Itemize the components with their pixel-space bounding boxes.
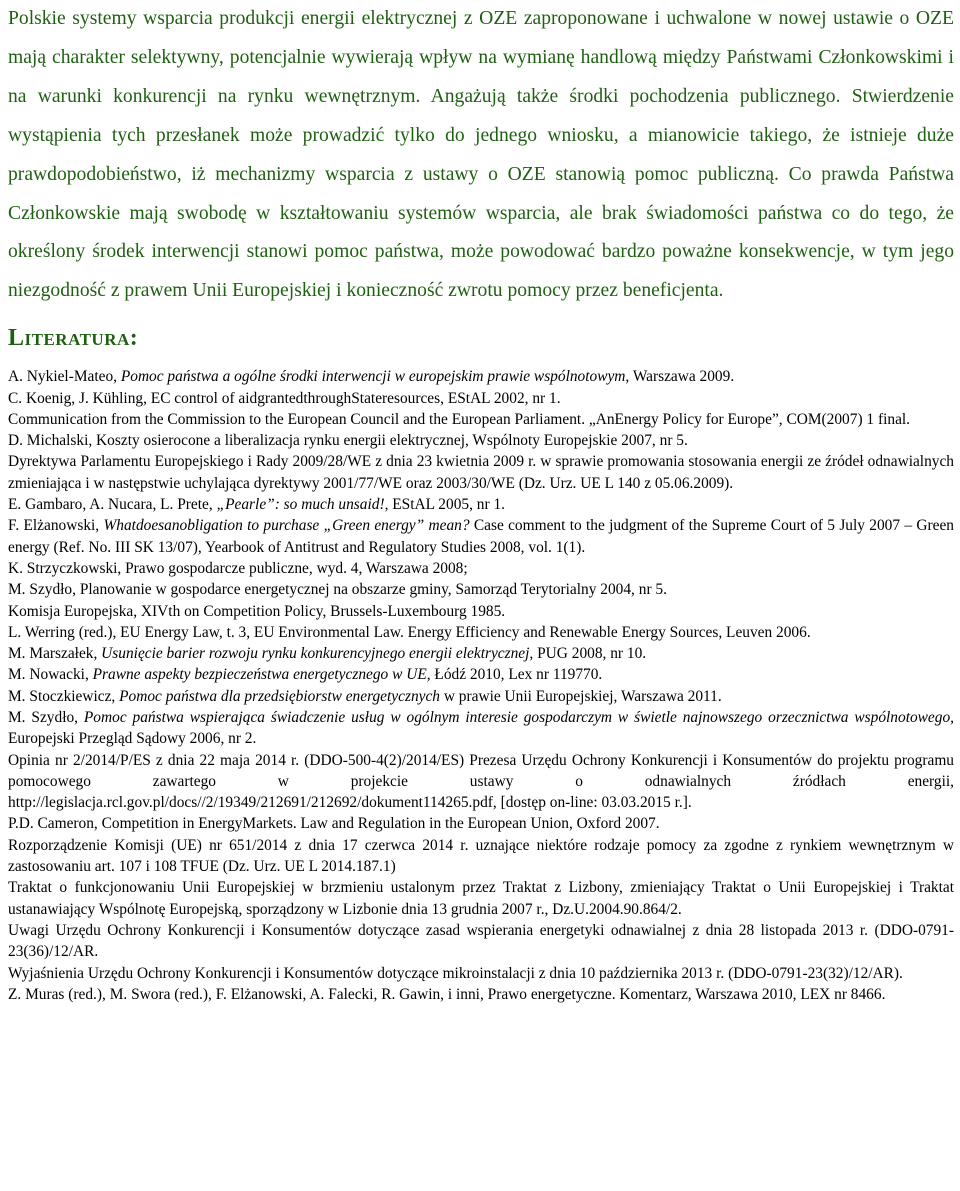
- reference-item: [8, 558, 954, 579]
- reference-pre-text: Uwagi Urzędu Ochrony Konkurencji i Konsumentów dotyczące zasad wspierania energetyki odnawialnej z dnia 28 listopada 2013 r. (DDO-0791-23(36)/12/AR.: [8, 921, 954, 961]
- reference-item: [8, 430, 954, 451]
- reference-post-text: Europejski Przegląd Sądowy 2006, nr 2.: [8, 730, 257, 748]
- reference-item: [8, 686, 954, 707]
- reference-pre-text: Rozporządzenie Komisji (UE) nr 651/2014 z dnia 17 czerwca 2014 r. uznające niektóre rodzaje pomocy za zgodne z rynkiem wewnętrznym w zastosowaniu art. 107 i 108 TFUE (Dz. Urz. UE L 2014.187.1): [8, 836, 954, 876]
- references-list: [8, 366, 954, 1005]
- reference-pre-text: M. Szydło, Planowanie w gospodarce energetycznej na obszarze gminy, Samorząd Terytorialny 2004, nr 5.: [8, 581, 667, 599]
- reference-it-text: Pomoc państwa wspierająca świadczenie usług w ogólnym interesie gospodarczym w świetle najnowszego orzecznictwa wspólnotowego,: [83, 709, 954, 726]
- reference-pre-text: E. Gambaro, A. Nucara, L. Prete,: [8, 496, 217, 514]
- reference-pre-text: Dyrektywa Parlamentu Europejskiego i Rady 2009/28/WE z dnia 23 kwietnia 2009 r. w sprawie promowania stosowania energii ze źródeł odnawialnych zmieniająca i w następstwie uchylająca dyrektywy 2001/77/WE oraz 2003/30/WE (Dz. Urz. UE L 140 z 05.06.2009).: [8, 453, 954, 492]
- reference-item: [8, 707, 954, 750]
- reference-item: [8, 409, 954, 430]
- reference-item: [8, 643, 954, 664]
- section-heading-literatura: Literatura:: [8, 325, 139, 352]
- reference-item: [8, 664, 954, 685]
- reference-item: [8, 963, 954, 984]
- reference-pre-text: P.D. Cameron, Competition in EnergyMarkets. Law and Regulation in the European Union, Oxford 2007.: [8, 815, 660, 833]
- reference-item: [8, 366, 954, 387]
- reference-pre-text: M. Nowacki,: [8, 666, 93, 684]
- reference-item: [8, 984, 954, 1005]
- reference-post-text: PUG 2008, nr 10.: [533, 645, 647, 663]
- reference-post-text: , Warszawa 2009.: [625, 368, 735, 386]
- reference-it-text: Whatdoesanobligation to purchase „Green energy” mean?: [103, 517, 470, 535]
- reference-it-text: Prawne aspekty bezpieczeństwa energetycznego w UE,: [92, 666, 431, 684]
- reference-pre-text: Traktat o funkcjonowaniu Unii Europejskiej w brzmieniu ustalonym przez Traktat z Lizbony, zmieniający Traktat o Unii Europejskiej i Traktat ustanawiający Wspólnotę Europejską, sporządzony w Lizbonie dnia 13 grudnia 2007 r., Dz.U.2004.90.864/2.: [8, 879, 954, 918]
- reference-pre-text: L. Werring (red.), EU Energy Law, t. 3, EU Environmental Law. Energy Efficiency and Renewable Energy Sources, Leuven 2006.: [8, 623, 811, 641]
- reference-it-text: Pomoc państwa dla przedsiębiorstw energetycznych: [119, 687, 440, 705]
- reference-item: [8, 622, 954, 643]
- reference-pre-text: A. Nykiel-Mateo,: [8, 368, 121, 386]
- reference-item: [8, 601, 954, 622]
- reference-item: [8, 388, 954, 409]
- reference-item: [8, 835, 954, 878]
- reference-pre-text: Wyjaśnienia Urzędu Ochrony Konkurencji i Konsumentów dotyczące mikroinstalacji z dnia 10 października 2013 r. (DDO-0791-23(32)/12/AR).: [8, 964, 903, 982]
- reference-it-text: Pomoc państwa a ogólne środki interwencji w europejskim prawie wspólnotowym: [120, 368, 626, 386]
- reference-pre-text: F. Elżanowski,: [8, 517, 104, 535]
- reference-item: [8, 494, 954, 515]
- reference-post-text: Case comment to the judgment of the Supreme Court of 5 July 2007 – Green energy (Ref. No. III SK 13/07), Yearbook of Antitrust and Regulatory Studies 2008, vol. 1(1).: [8, 517, 954, 556]
- reference-it-text: Usunięcie barier rozwoju rynku konkurencyjnego energii elektrycznej,: [101, 645, 534, 663]
- reference-pre-text: M. Stoczkiewicz,: [8, 687, 120, 705]
- reference-item: [8, 515, 954, 558]
- reference-item: [8, 750, 954, 814]
- reference-pre-text: Communication from the Commission to the European Council and the European Parliament. „AnEnergy Policy for Europe”, COM(2007) 1 final.: [8, 410, 911, 428]
- reference-item: [8, 877, 954, 920]
- reference-pre-text: M. Szydło,: [8, 709, 84, 726]
- reference-post-text: Łódź 2010, Lex nr 119770.: [430, 666, 603, 684]
- reference-item: [8, 813, 954, 834]
- body-paragraph: Polskie systemy wsparcia produkcji energii elektrycznej z OZE zaproponowane i uchwalone w nowej ustawie o OZE mają charakter selektywny, potencjalnie wywierają wpływ na wymianę handlową między Państwami Członkowskimi i na warunki konkurencji na rynku wewnętrznym. Angażują także środki pochodzenia publicznego. Stwierdzenie wystąpienia tych przesłanek może prowadzić tylko do jednego wniosku, a mianowicie takiego, że istnieje duże prawdopodobieństwo, iż mechanizmy wsparcia z ustawy o OZE stanowią pomoc publiczną. Co prawda Państwa Członkowskie mają swobodę w kształtowaniu systemów wsparcia, ale brak świadomości państwa co do tego, że określony środek interwencji stanowi pomoc państwa, może powodować bardzo poważne konsekwencje, w tym jego niezgodność z prawem Unii Europejskiej i konieczność zwrotu pomocy przez beneficjenta.: [8, 8, 954, 302]
- reference-pre-text: C. Koenig, J. Kühling, EC control of aidgrantedthroughStateresources, EStAL 2002, nr 1.: [8, 389, 561, 407]
- reference-pre-text: Opinia nr 2/2014/P/ES z dnia 22 maja 2014 r. (DDO-500-4(2)/2014/ES) Prezesa Urzędu Ochrony Konkurencji i Konsumentów do projektu programu pomocowego zawartego w projekcie ustawy o odnawialnych źródłach energii, http://legislacja.rcl.gov.pl/docs//2/19349/212691/212692/dokument114265.pdf, [dostęp on-line: 03.03.2015 r.].: [8, 751, 954, 812]
- reference-pre-text: M. Marszałek,: [8, 645, 102, 663]
- reference-pre-text: K. Strzyczkowski, Prawo gospodarcze publiczne, wyd. 4, Warszawa 2008;: [8, 559, 468, 577]
- reference-item: [8, 451, 954, 494]
- reference-post-text: , EStAL 2005, nr 1.: [384, 496, 505, 514]
- reference-pre-text: Z. Muras (red.), M. Swora (red.), F. Elżanowski, A. Falecki, R. Gawin, i inni, Prawo energetyczne. Komentarz, Warszawa 2010, LEX nr 8466.: [8, 985, 886, 1003]
- reference-it-text: „Pearle”: so much unsaid!: [216, 496, 385, 514]
- reference-post-text: w prawie Unii Europejskiej, Warszawa 2011.: [440, 687, 722, 705]
- reference-item: [8, 920, 954, 963]
- reference-pre-text: Komisja Europejska, XIVth on Competition Policy, Brussels-Luxembourg 1985.: [8, 602, 506, 620]
- reference-pre-text: D. Michalski, Koszty osierocone a liberalizacja rynku energii elektrycznej, Wspólnoty Europejskie 2007, nr 5.: [8, 432, 688, 450]
- reference-item: [8, 579, 954, 600]
